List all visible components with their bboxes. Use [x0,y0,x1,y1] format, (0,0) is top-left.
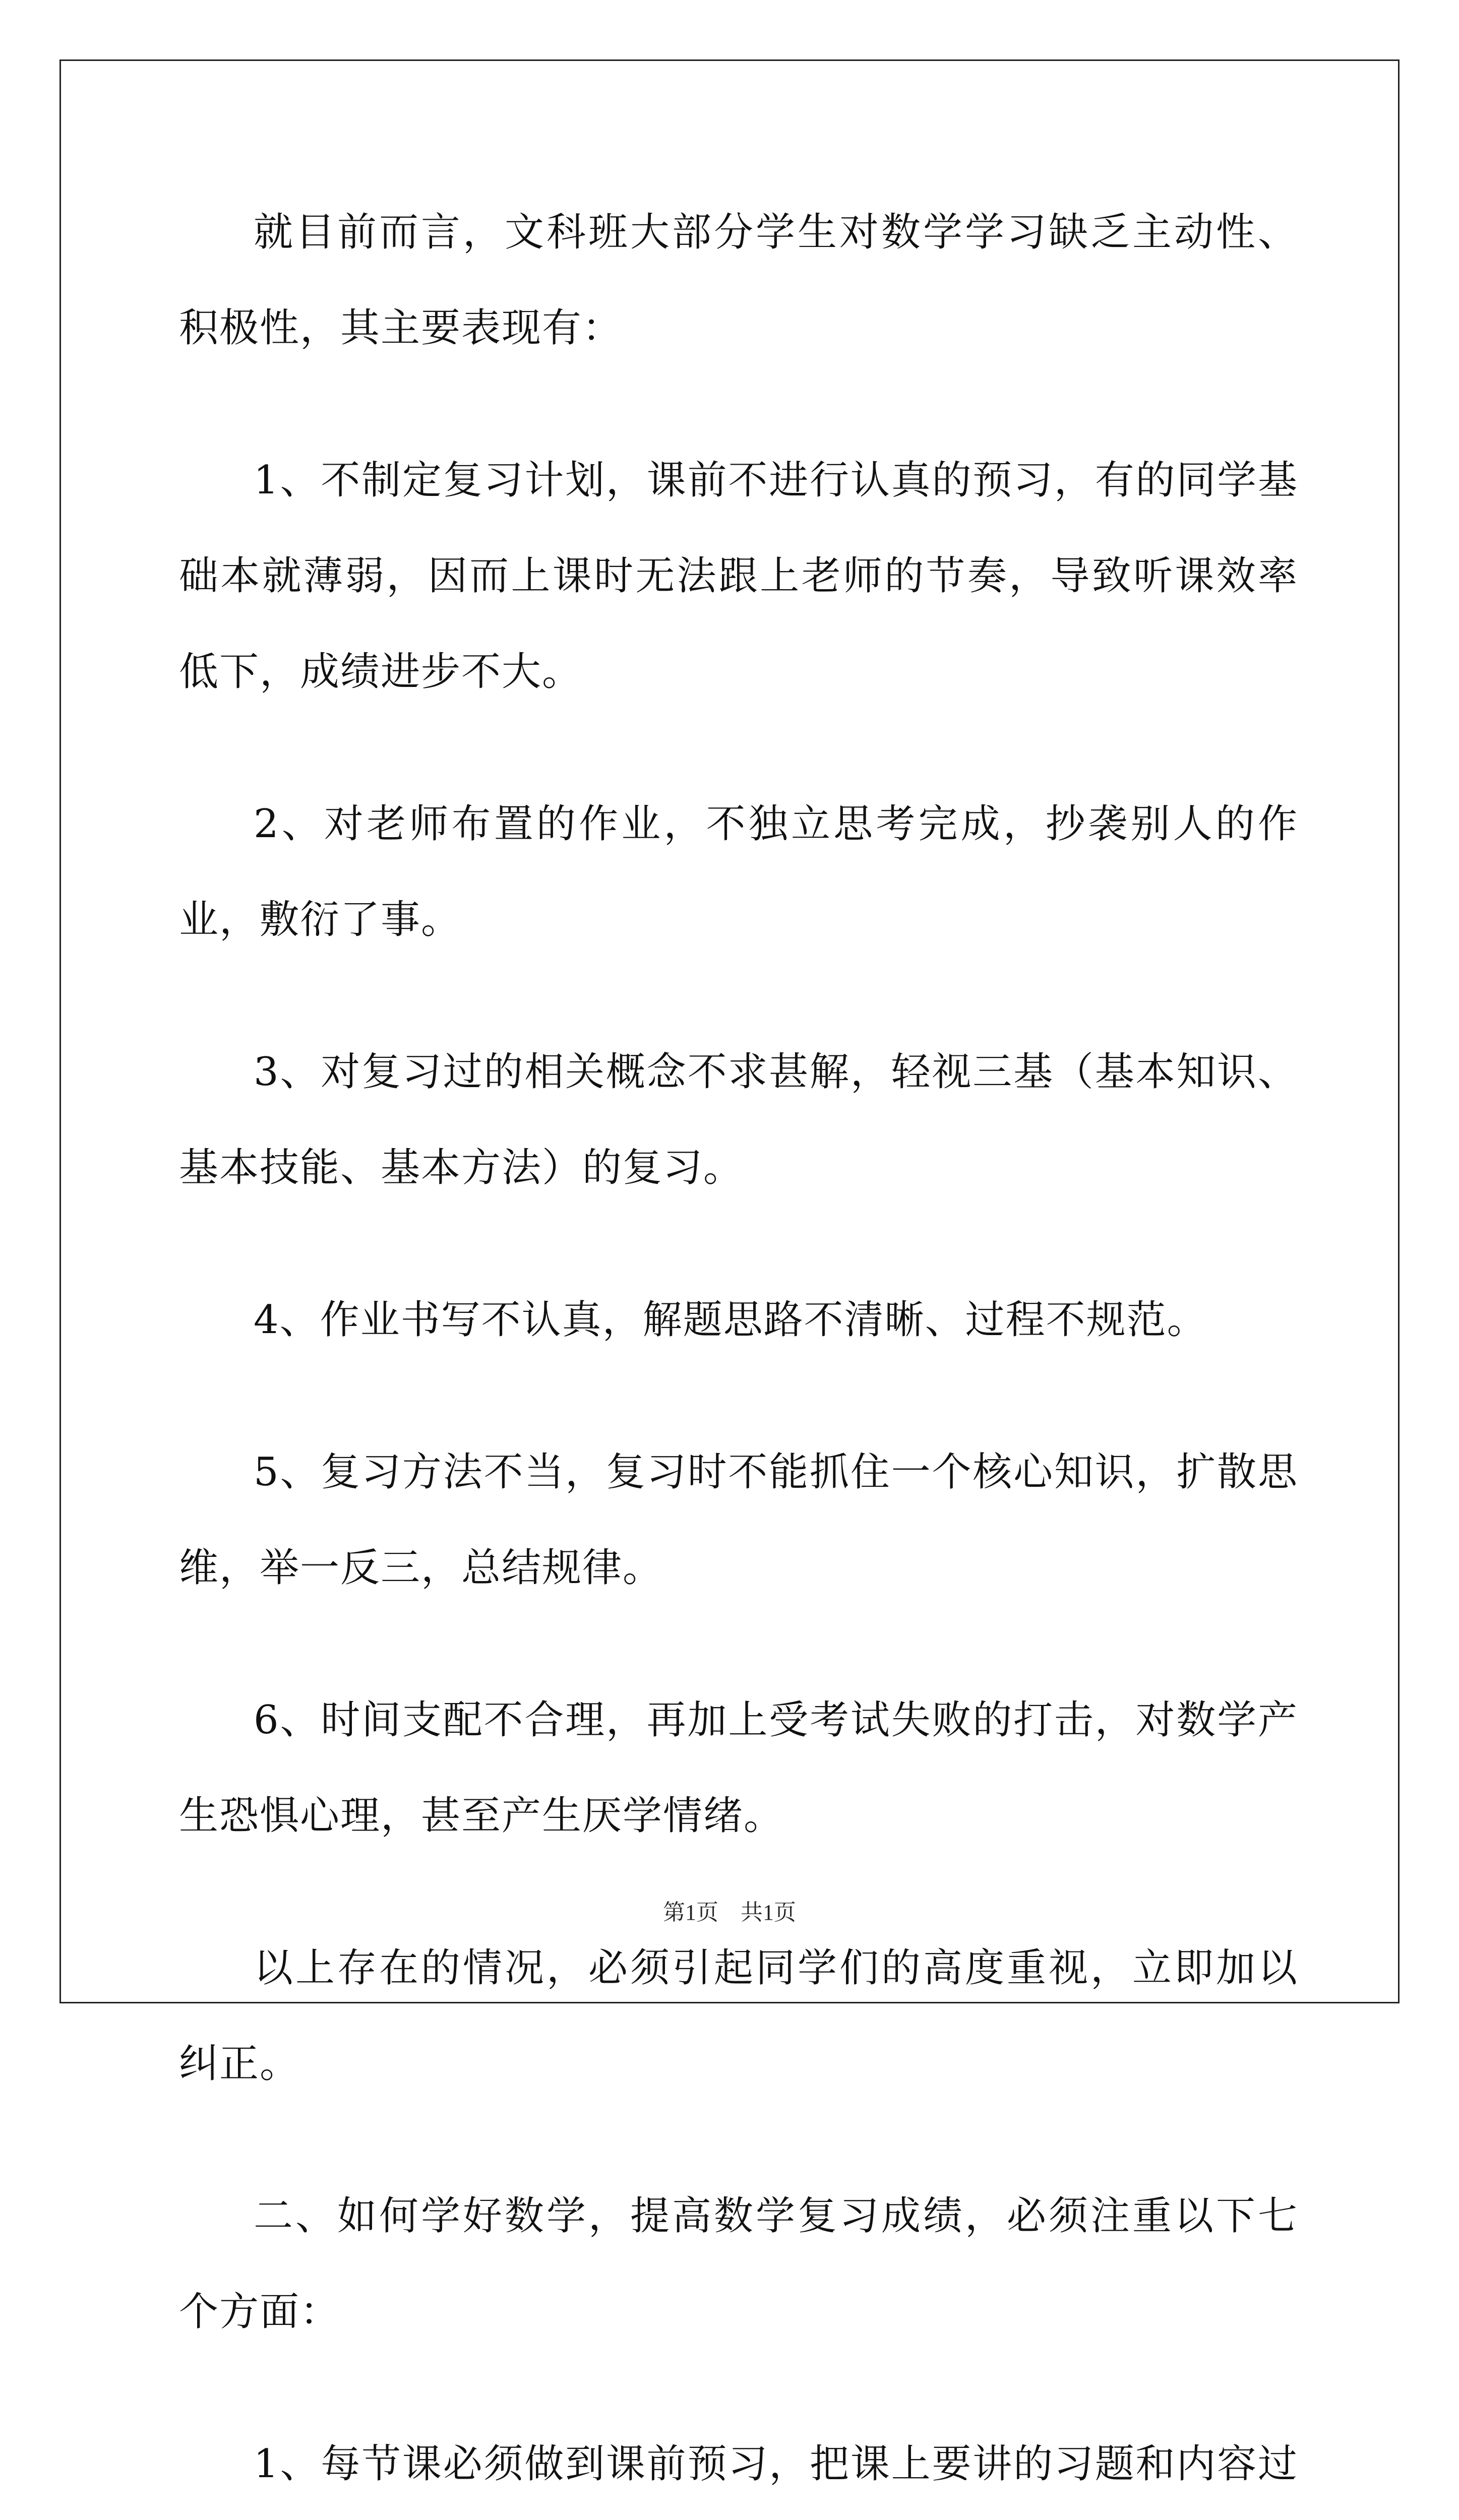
paragraph-item-6: 6、时间支配不合理，再加上受考试失败的打击，对数学产生恐惧心理，甚至产生厌学情绪。 [179,1697,1298,1839]
paragraph-item-1: 1、不制定复习计划，课前不进行认真的预习，有的同学基础本就薄弱，因而上课时无法跟上老师的节奏，导致听课效率低下，成绩进步不大。 [179,458,1298,695]
document-body [179,184,1298,2520]
paragraph-item-4: 4、作业书写不认真，解题思路不清晰、过程不规范。 [254,1297,1207,1343]
paragraph-item-5: 5、复习方法不当，复习时不能抓住一个核心知识，扩散思维，举一反三，总结规律。 [179,1450,1298,1591]
paragraph-summary: 以上存在的情况，必须引起同学们的高度重视，立即加以纠正。 [179,1945,1298,2087]
paragraph-method-1: 1、每节课必须做到课前预习，把课上要讲的习题和内容过 [254,2441,1298,2487]
paragraph-item-3: 3、对复习过的相关概念不求甚解，轻视三基（基本知识、基本技能、基本方法）的复习。 [179,1049,1298,1190]
paragraph-item-2: 2、对老师布置的作业，不独立思考完成，抄袭别人的作业，敷衍了事。 [179,801,1298,942]
page-number-footer: 第1页 共1页 [663,1900,796,1925]
paragraph-intro: 就目前而言，文科班大部分学生对数学学习缺乏主动性、积极性，其主要表现有： [179,210,1298,351]
section-heading-two: 二、如何学好数学，提高数学复习成绩，必须注重以下七个方面： [179,2193,1298,2335]
